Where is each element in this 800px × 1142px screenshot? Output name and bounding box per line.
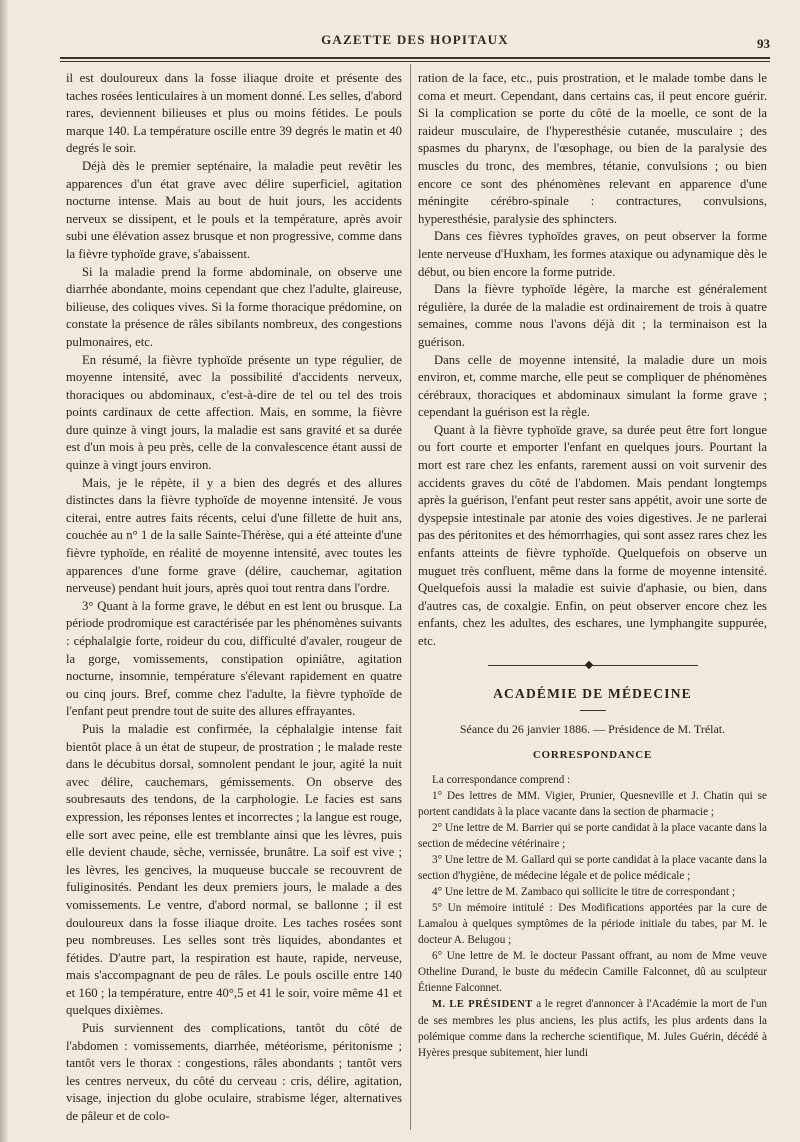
paragraph: Dans la fièvre typhoïde légère, la marche est généralement régulière, la durée de la maladie est ordinairement de trois à quatre semaines, comme nous l'avons déjà dit ; la terminaison est la guérison. (418, 282, 767, 349)
paragraph: Puis surviennent des complications, tantôt du côté de l'abdomen : vomissements, diarrhée, météorisme, péritonisme ; tantôt vers le thorax : congestions, râles abondants ; tantôt vers les centres nerveux, du côté du cerveau : cris, délire, agitation, visage, injection du globe oculaire, strabisme léger, alternatives de pâleur et de colo- (66, 1021, 402, 1124)
right-column (418, 70, 767, 1061)
journal-title: GAZETTE DES HOPITAUX (321, 32, 509, 47)
paragraph: Si la maladie prend la forme abdominale, on observe une diarrhée abondante, moins cependant que chez l'adulte, glaireuse, bilieuse, des coliques vives. Si la forme thoracique prédomine, on constate la présence de râles sibilants nombreux, des congestions pulmonaires, etc. (66, 264, 402, 349)
president-lead: M. LE PRÉSIDENT (432, 999, 533, 1011)
correspondance-title: CORRESPONDANCE (532, 748, 653, 761)
correspondance-item: La correspondance comprend : (432, 774, 571, 787)
president-text: a le regret d'annoncer à l'Académie la mort de l'un de ses membres les plus anciens, les plus actifs, les plus ardents dans la polémique comme dans la recherche scientifique, M. Jules Guérin, décédé à Hyères presque subitement, hier lundi (418, 998, 768, 1060)
page-header (60, 28, 770, 58)
correspondance-item: 1° Des lettres de MM. Vigier, Prunier, Quesneville et J. Chatin qui se portent candidats à la place vacante dans la section de pharmacie ; (418, 790, 767, 819)
correspondance-item: 2° Une lettre de M. Barrier qui se porte candidat à la place vacante dans la section de médecine vétérinaire ; (418, 822, 767, 851)
header-rule-thick (60, 57, 770, 59)
correspondance-item: 6° Une lettre de M. le docteur Passant offrant, au nom de Mme veuve Otheline Durand, le buste du médecin Camille Falconnet, dû au sculpteur Étienne Falconnet. (418, 950, 767, 995)
binding-edge (0, 0, 9, 1142)
correspondance-item: 5° Un mémoire intitulé : Des Modifications apportées par la cure de Lamalou à quelques symptômes de la période initiale du tabes, par M. le docteur A. Belugou ; (418, 902, 767, 947)
correspondance-item: 4° Une lettre de M. Zambaco qui sollicite le titre de correspondant ; (432, 886, 736, 899)
paragraph: Mais, je le répète, il y a bien des degrés et des allures distinctes dans la fièvre typhoïde de moyenne intensité. Je vous citerai, entre autres faits récents, celui d'une fillette de huit ans, couchée au n° 1 de la salle Sainte-Thérèse, qui a été atteinte d'une fièvre typhoïde, en réalité de moyenne intensité, avec toutes les apparences d'une forme grave (délire, cauchemar, agitation nerveuse) pendant huit jours, après quoi tout rentra dans l'ordre. (66, 475, 402, 596)
page-number: 93 (757, 36, 770, 51)
paragraph: Dans ces fièvres typhoïdes graves, on peut observer la forme lente nerveuse d'Huxham, les formes ataxique ou adynamique dès le début, ou bien encore la forme putride. (418, 229, 767, 279)
paragraph: ration de la face, etc., puis prostration, et le malade tombe dans le coma et meurt. Cependant, dans certains cas, il peut encore guérir. Si la complication se porte du côté de la moelle, ce sont de la raideur musculaire, de l'hyperesthésie cutanée, musculaire ; des spasmes du pharynx, de l'œsophage, ou bien de la paralysie des muscles du tronc, des membres, tétanie, convulsions ; ou bien encore ce sont des phénomènes relevant en apparence d'une méningite cérébro-spinale : contractures, convulsions, hyperesthésie, paralysie des sphincters. (418, 71, 767, 226)
header-rule-thin (60, 61, 770, 62)
paragraph: 3° Quant à la forme grave, le début en est lent ou brusque. La période prodromique est caractérisée par les phénomènes suivants : céphalalgie forte, roideur du cou, difficulté d'avaler, rougeur de la gorge, vomissements, constipation opiniâtre, agitation nocturne, insomnie, température s'élevant rapidement en quatre ou cinq jours. Bref, comme chez l'adulte, la fièvre typhoïde de l'enfant peut prendre tout de suite des allures effrayantes. (66, 598, 402, 719)
paragraph: Déjà dès le premier septénaire, la maladie peut revêtir les apparences d'un état grave avec délire superficiel, agitation nocturne intense. Mais au bout de huit jours, les accidents nerveux se dissipent, et le pouls et la température, après avoir subi une élévation assez brusque et non progressive, comme dans la fièvre typhoïde grave, s'abaissent. (66, 158, 402, 261)
paragraph: Puis la maladie est confirmée, la céphalalgie intense fait bientôt place à un état de stupeur, de prostration ; le malade reste dans le décubitus dorsal, somnolent pendant le jour, agité la nuit avec délire, cauchemars, gémissements. On observe des soubresauts des tendons, de la carphologie. Le facies est sans expression, les réponses lentes et incorrectes ; la langue est rouge, elle sort avec peine, elle est tremblante ainsi que les lèvres, puis elle devient chaude, sèche, vernissée, brunâtre. La soif est vive ; les lèvres, les gencives, la muqueuse buccale se recouvrent de fuliginosités. Pendant les deux premiers jours, le malade a des vomissements. Le ventre, d'abord normal, se ballonne ; il est douloureux dans la fosse iliaque droite. Les taches rosées sont peu nombreuses. Les selles sont très liquides, abondantes et fétides. D'autre part, la respiration est haute, rapide, nerveuse, mais s'accompagnant de peu de râles. Le pouls oscille entre 140 et 160 ; la température, entre 40°,5 et 41 le soir, voire même 41 et quelques dixièmes. (66, 721, 402, 1018)
section-ornament (488, 663, 698, 669)
column-divider (410, 64, 411, 1130)
correspondance-list (418, 772, 767, 1061)
paragraph: Quant à la fièvre typhoïde grave, sa durée peut être fort longue ou fort courte et emporter l'enfant en quelques jours. Pourtant la mort est rare chez les enfants, rarement aussi on voit survenir des accidents graves du côté de l'abdomen. Mais pendant longtemps après la guérison, l'enfant peut rester sans appétit, avoir une sorte de dyspepsie intestinale par atonie des voies digestives. Je ne parlerai pas des péritonites et des hémorrhagies, qui sont assez rares chez les enfants atteints de fièvre typhoïde. Quelquefois on observe un muguet très confluent, même dans la forme de moyenne intensité. Quelquefois aussi la maladie est suivie d'aphasie, ou bien, dans d'autres cas, de coxalgie. Enfin, on peut observer encore chez les enfants, chez les adultes, des eschares, une lymphangite suppurée, etc. (418, 422, 767, 648)
correspondance-item: 3° Une lettre de M. Gallard qui se porte candidat à la place vacante dans la section d'hygiène, de médecine légale et de police médicale ; (418, 854, 767, 883)
paragraph: il est douloureux dans la fosse iliaque droite et présente des taches rosées lenticulaires à un moment donné. Les selles, d'abord rares, deviennent bilieuses et plus ou moins fétides. Le pouls marque 140. La température oscille entre 39 degrés le matin et 40 degrés le soir. (66, 71, 402, 156)
paragraph: En résumé, la fièvre typhoïde présente un type régulier, de moyenne intensité, avec la possibilité d'accidents nerveux, thoraciques ou abdominaux, c'est-à-dire de tel ou tel des trois points cardinaux de cette affection. Mais, en somme, la fièvre dure quinze à vingt jours, la maladie est sans gravité et sa durée est d'un mois à peu près, celle de la convalescence étant aussi de quinze à vingt jours environ. (66, 352, 402, 473)
paragraph: Dans celle de moyenne intensité, la maladie dure un mois environ, et, comme marche, elle peut se compliquer de phénomènes cérébraux, thoraciques et abdominaux simulant la forme grave ; cependant la guérison est la règle. (418, 352, 767, 420)
seance-line: Séance du 26 janvier 1886. — Présidence de M. Trélat. (459, 722, 726, 737)
academy-title: ACADÉMIE DE MÉDECINE (493, 685, 692, 701)
left-column (66, 70, 402, 1126)
president-paragraph (418, 996, 767, 1061)
short-rule (580, 710, 606, 711)
